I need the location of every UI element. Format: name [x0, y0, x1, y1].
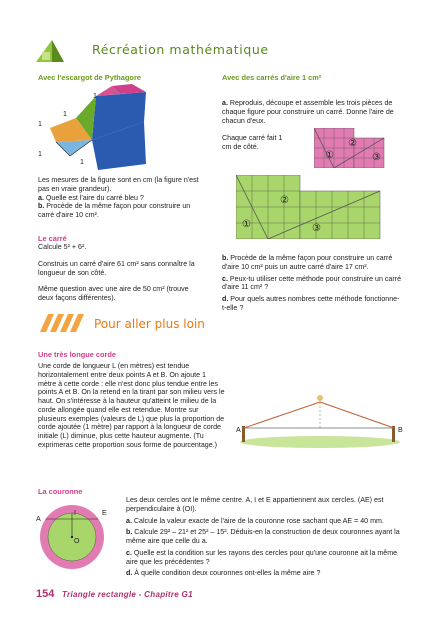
- carre-line-3: Même question avec une aire de 50 cm² (trouve deux façons différentes).: [38, 285, 189, 303]
- carres-note: Chaque carré fait 1 cm de côté.: [222, 134, 283, 151]
- couronne-label-o: O: [74, 537, 80, 545]
- carres-figure-1: [314, 128, 394, 168]
- couronne-label-i: I: [74, 509, 76, 517]
- carres-fig1-piece-2: ②: [348, 138, 357, 149]
- couronne-qc-label: c.: [126, 548, 132, 557]
- carres-fig2-piece-2: ②: [280, 195, 289, 206]
- pythagore-qa: Quelle est l'aire du carré bleu ?: [45, 193, 144, 202]
- carres-fig1-piece-3: ③: [372, 152, 381, 163]
- fig-label-one-a: 1: [93, 92, 97, 100]
- section-title-carre: Le carré: [38, 234, 67, 243]
- couronne-qd-label: d.: [126, 569, 133, 578]
- pythagore-figure: [36, 84, 206, 170]
- couronne-text: [126, 496, 404, 578]
- logo-icon: [34, 38, 66, 64]
- page-header-title: Récréation mathématique: [92, 42, 269, 57]
- couronne-qd: À quelle condition deux couronnes ont-elles la même aire ?: [134, 569, 321, 578]
- page-number: 154: [36, 588, 55, 600]
- carres-qa: [222, 99, 402, 125]
- carre-line-2: Construis un carré d'aire 61 cm² sans connaître la longueur de son côté.: [38, 259, 195, 277]
- section-title-carres: Avec des carrés d'aire 1 cm²: [222, 73, 322, 82]
- section-title-pythagore: Avec l'escargot de Pythagore: [38, 73, 141, 82]
- carres-qd: Pour quels autres nombres cette méthode fonctionne-t-elle ?: [222, 295, 400, 312]
- corde-figure: [236, 392, 404, 450]
- carres-qb-label: b.: [222, 254, 229, 262]
- couronne-label-a: A: [36, 515, 41, 523]
- corde-label-b: B: [398, 426, 403, 434]
- carres-qc-label: c.: [222, 274, 228, 283]
- pour-aller-title: Pour aller plus loin: [94, 317, 205, 331]
- carre-text: [38, 243, 200, 303]
- section-title-couronne: La couronne: [38, 487, 83, 496]
- pour-aller-stripes: [36, 314, 92, 332]
- pythagore-qb: Procède de la même façon pour construire un carré d'aire 10 cm².: [38, 202, 191, 220]
- carres-qa-text: Reproduis, découpe et assemble les trois pièces de chaque figure pour construire un carré. Donne l'aire de chacun d'eux.: [222, 99, 394, 125]
- header-logo: [34, 38, 66, 64]
- carres-figure-2: [236, 175, 396, 239]
- carres-qd-label: d.: [222, 295, 229, 304]
- fig-label-one-b: 1: [63, 110, 67, 118]
- corde-text: Une corde de longueur L (en mètres) est tendue horizontalement entre deux points A et B. On ajoute 1 mètre à cette corde : elle n'est donc plus tendue entre les points A et B. On la retend en la tirant par son milieu vers le haut. On s'intéresse à la hauteur qu'atteint le milieu de la corde allongée quand elle est retendue. Montre sur plusieurs exemples (valeurs de L) que plus la proportion de corde ajoutée (1 mètre) par rapport à la longueur de corde initiale (L) diminue, plus cette hauteur augmente. (Tu exprimeras cette proportion sous forme de pourcentage.): [38, 362, 225, 450]
- fig-label-one-d: 1: [38, 150, 42, 158]
- fig-label-one-c: 1: [38, 120, 42, 128]
- carres-qb: Procède de la même façon pour construire un carré d'aire 10 cm² puis un autre carré d'aire 17 cm².: [222, 254, 393, 271]
- couronne-label-e: E: [102, 509, 107, 517]
- carres-fig1-piece-1: ①: [325, 150, 334, 161]
- carre-line-1: Calcule 5² + 6².: [38, 243, 87, 251]
- carres-fig2-piece-1: ①: [242, 219, 251, 230]
- couronne-qb-label: b.: [126, 528, 133, 537]
- section-title-corde: Une très longue corde: [38, 350, 117, 359]
- pythagore-intro: Les mesures de la figure sont en cm (la figure n'est pas en vraie grandeur).: [38, 176, 199, 193]
- pythagore-qa-label: a.: [38, 193, 44, 202]
- pythagore-qb-label: b.: [38, 202, 45, 211]
- footer-chapter: Triangle rectangle - Chapitre G1: [62, 590, 193, 599]
- couronne-qa: Calcule la valeur exacte de l'aire de la couronne rose sachant que AE = 40 mm.: [133, 516, 384, 525]
- pythagore-text: [38, 176, 200, 220]
- carres-qa-label: a.: [222, 99, 228, 107]
- couronne-qb: Calcule 29² – 21² et 25² – 15². Déduis-en la construction de deux couronnes ayant la même aire que celle du a.: [126, 528, 400, 546]
- couronne-qc: Quelle est la condition sur les rayons des cercles pour qu'une couronne ait la même aire que les précédentes ?: [126, 548, 398, 566]
- carres-qc: Peux-tu utiliser cette méthode pour construire un carré d'aire 11 cm² ?: [222, 274, 402, 292]
- couronne-intro: Les deux cercles ont le même centre. A, I et E appartiennent aux cercles. (AE) est perpendiculaire à (OI).: [126, 496, 384, 513]
- carres-fig2-piece-3: ③: [312, 223, 321, 234]
- fig-label-one-e: 1: [80, 158, 84, 166]
- corde-label-a: A: [236, 426, 241, 434]
- couronne-qa-label: a.: [126, 516, 132, 525]
- carres-questions: [222, 254, 402, 313]
- couronne-figure: [36, 499, 116, 575]
